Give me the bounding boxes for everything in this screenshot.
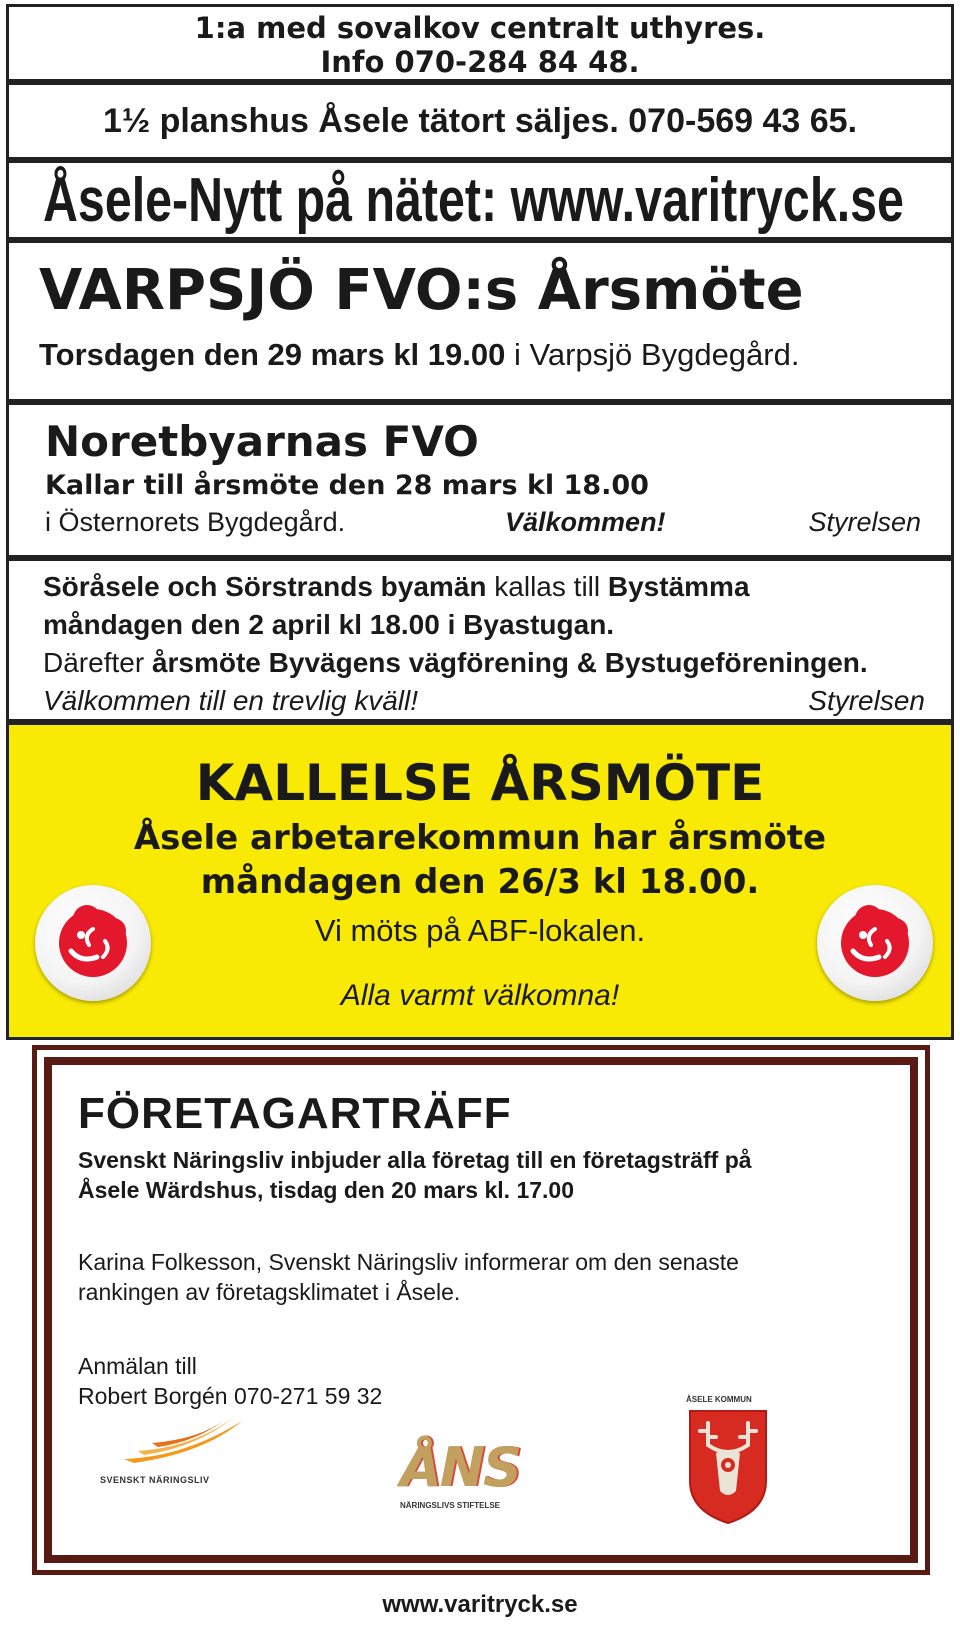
svenskt-naringsliv-text: SVENSKT NÄRINGSLIV [100, 1475, 210, 1485]
swoosh-icon [114, 1417, 254, 1467]
ad-rental-line1: 1:a med sovalkov centralt uthyres. [194, 11, 766, 45]
ad-noretbyarnas-title: Noretbyarnas FVO [45, 417, 479, 466]
ad-sorasele-bystamma: Bystämma [607, 571, 750, 602]
ad-website [6, 160, 954, 240]
ad-rental-line2: Info 070-284 84 48. [320, 45, 640, 79]
ad-sorasele-kallas: kallas till [486, 571, 608, 602]
ad-house-sale-text: 1½ planshus Åsele tätort säljes. 070-569 43 65. [102, 102, 858, 140]
ad-foretagartraff-p1-l1: Svenskt Näringsliv inbjuder alla företag till en företagsträff på [78, 1147, 752, 1173]
ad-foretagartraff-p2-l1: Karina Folkesson, Svenskt Näringsliv informerar om den senaste [78, 1249, 739, 1275]
ad-noretbyarnas [6, 402, 954, 558]
rose-icon [49, 899, 137, 987]
asele-kommun-logo [684, 1395, 774, 1525]
svenskt-naringsliv-logo [100, 1417, 260, 1501]
ad-varpsjo-title: VARPSJÖ FVO:s Årsmöte [39, 258, 804, 323]
ad-foretagartraff-title: FÖRETAGARTRÄFF [78, 1089, 512, 1138]
ad-kallelse [6, 722, 954, 1040]
ans-logo [396, 1436, 536, 1519]
ad-noretbyarnas-welcome: Välkommen! [505, 507, 666, 537]
ans-logo-subtitle: NÄRINGSLIVS STIFTELSE [400, 1501, 501, 1510]
ad-website-text: Åsele-Nytt på nätet: www.varitryck.se [43, 166, 904, 235]
ad-varpsjo [6, 240, 954, 402]
ad-sorasele-byaman: Söråsele och Sörstrands byamän [43, 571, 487, 602]
coat-of-arms-icon [686, 1407, 770, 1525]
ad-kallelse-line4: Alla varmt välkomna! [340, 979, 620, 1012]
ad-foretagartraff-inner [44, 1057, 918, 1563]
ad-sorasele-date: måndagen den 2 april kl 18.00 i Byastugan. [43, 609, 615, 640]
ad-noretbyarnas-sign: Styrelsen [808, 507, 921, 537]
ad-varpsjo-place: i Varpsjö Bygdegård. [505, 337, 800, 372]
ad-kallelse-line2: måndagen den 26/3 kl 18.00. [200, 862, 760, 902]
ad-foretagartraff-p3-l2: Robert Borgén 070-271 59 32 [78, 1383, 383, 1409]
ad-foretagartraff-p1-l2: Åsele Wärdshus, tisdag den 20 mars kl. 17.00 [78, 1177, 574, 1203]
ad-kallelse-title: KALLELSE ÅRSMÖTE [195, 754, 765, 812]
ad-varpsjo-date: Torsdagen den 29 mars kl 19.00 [39, 337, 506, 372]
footer-url: www.varitryck.se [382, 1591, 578, 1618]
ans-logo-mark: ÅNS [400, 1436, 520, 1499]
ad-sorasele [6, 558, 954, 722]
rose-badge-right [817, 885, 933, 1001]
rose-badge-left [35, 885, 151, 1001]
ad-sorasele-darefter: Därefter [43, 647, 152, 678]
ad-house-sale [6, 82, 954, 160]
ad-kallelse-line1: Åsele arbetarekommun har årsmöte [133, 818, 827, 858]
ad-rental [6, 4, 954, 82]
ad-noretbyarnas-line1: Kallar till årsmöte den 28 mars kl 18.00 [45, 470, 649, 501]
ad-sorasele-sign: Styrelsen [808, 685, 925, 716]
ad-foretagartraff-p2-l2: rankingen av företagsklimatet i Åsele. [78, 1279, 461, 1305]
rose-icon [831, 899, 919, 987]
ad-sorasele-arsmote: årsmöte Byvägens vägförening & Bystugeföreningen. [151, 647, 868, 678]
asele-kommun-text: ÅSELE KOMMUN [686, 1395, 752, 1404]
ad-foretagartraff [32, 1045, 930, 1575]
ad-foretagartraff-p3-l1: Anmälan till [78, 1353, 197, 1379]
ad-sorasele-welcome: Välkommen till en trevlig kväll! [43, 685, 419, 716]
ad-kallelse-line3: Vi möts på ABF-lokalen. [314, 913, 646, 948]
ad-noretbyarnas-place: i Östernorets Bygdegård. [45, 507, 346, 537]
